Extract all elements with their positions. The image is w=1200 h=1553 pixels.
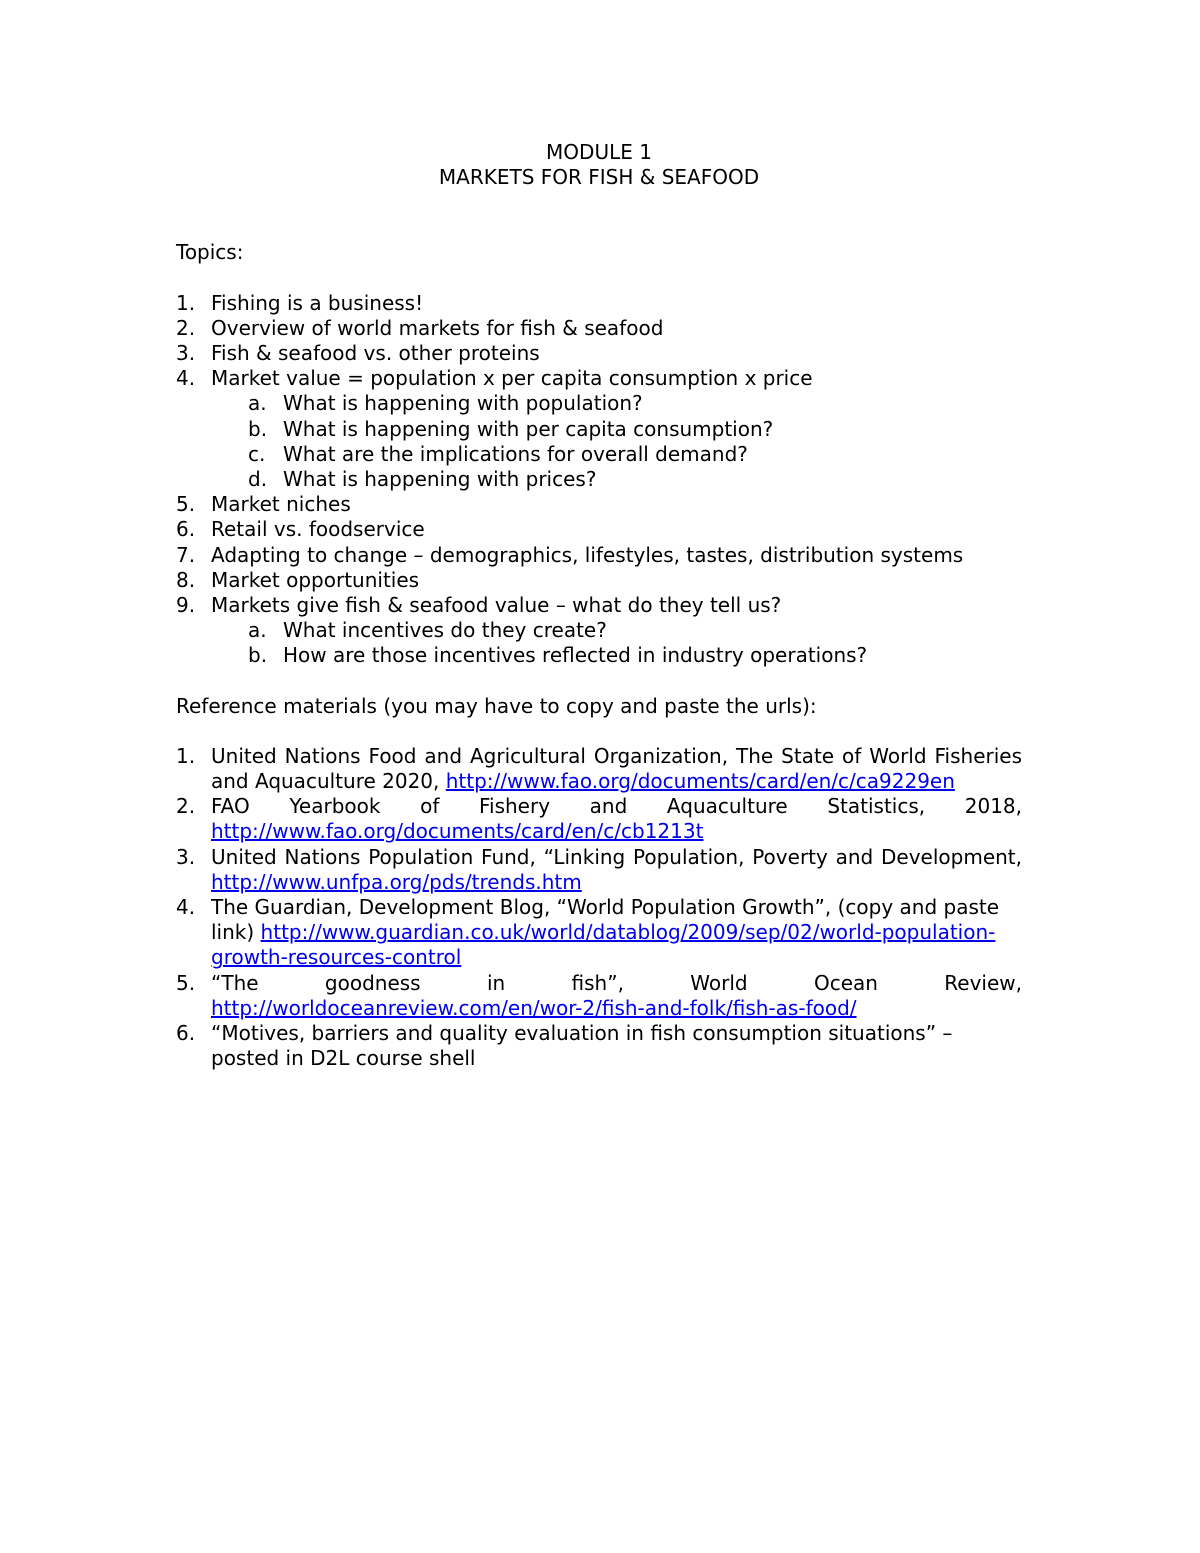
subtopic-text: What is happening with prices? xyxy=(283,467,597,492)
topic-text: Fishing is a business! xyxy=(211,290,424,315)
list-item xyxy=(176,543,1022,568)
reference-text: The Guardian, Development Blog, “World Population Growth”, (copy and paste link) xyxy=(211,895,1000,945)
sub-list-item xyxy=(211,467,1022,492)
topic-text: Market value = population x per capita consumption x price xyxy=(211,366,813,391)
subtopic-text: What incentives do they create? xyxy=(283,618,607,643)
references-list xyxy=(176,744,1022,1072)
references-label: Reference materials (you may have to copy and paste the urls): xyxy=(176,693,817,718)
subtopic-text: What is happening with population? xyxy=(283,391,643,416)
reference-item xyxy=(176,744,1022,794)
topic-text: Market niches xyxy=(211,492,351,517)
subtopic-text: What are the implications for overall demand? xyxy=(283,441,748,466)
list-item xyxy=(176,568,1022,593)
sub-list-letter: a. xyxy=(248,391,267,416)
reference-text: “Motives, barriers and quality evaluation in fish consumption situations” – posted in D2L course shell xyxy=(211,1021,953,1071)
document-title: MARKETS FOR FISH & SEAFOOD xyxy=(438,165,760,190)
document-page xyxy=(176,140,1022,1097)
list-number: 4. xyxy=(176,895,196,920)
sub-list-item xyxy=(211,417,1022,442)
reference-item xyxy=(176,971,1022,1021)
sub-list-letter: c. xyxy=(248,441,266,466)
reference-item xyxy=(176,895,1022,971)
subtopic-text: How are those incentives reflected in industry operations? xyxy=(283,643,868,668)
topics-label: Topics: xyxy=(176,240,244,265)
topic-text: Fish & seafood vs. other proteins xyxy=(211,341,540,366)
sub-list-item xyxy=(211,643,1022,668)
list-item xyxy=(176,341,1022,366)
list-number: 6. xyxy=(176,517,196,542)
list-item xyxy=(176,517,1022,542)
module-number: MODULE 1 xyxy=(546,140,652,164)
sub-list-item xyxy=(211,442,1022,467)
topic-text: Retail vs. foodservice xyxy=(211,517,425,542)
reference-item xyxy=(176,845,1022,895)
topic-text: Overview of world markets for fish & seafood xyxy=(211,315,664,340)
list-item xyxy=(176,291,1022,316)
sub-list-letter: a. xyxy=(248,618,267,643)
reference-link[interactable]: http://worldoceanreview.com/en/wor-2/fish-and-folk/fish-as-food/ xyxy=(211,995,857,1020)
list-number: 2. xyxy=(176,315,196,340)
list-number: 9. xyxy=(176,593,196,618)
topic-text: Market opportunities xyxy=(211,567,420,592)
reference-link[interactable]: http://www.fao.org/documents/card/en/c/ca9229en xyxy=(445,769,955,794)
topic-text: Adapting to change – demographics, lifestyles, tastes, distribution systems xyxy=(211,542,964,567)
reference-text: United Nations Population Fund, “Linking Population, Poverty and Development, xyxy=(211,844,1022,869)
reference-item xyxy=(176,1021,1022,1071)
sub-list-letter: b. xyxy=(248,643,268,668)
list-number: 2. xyxy=(176,794,196,819)
list-number: 8. xyxy=(176,567,196,592)
list-number: 7. xyxy=(176,542,196,567)
list-number: 1. xyxy=(176,290,196,315)
list-number: 6. xyxy=(176,1021,196,1046)
list-number: 1. xyxy=(176,743,196,768)
topics-list xyxy=(176,291,1022,669)
sub-list-letter: d. xyxy=(248,467,268,492)
list-number: 4. xyxy=(176,366,196,391)
reference-link[interactable]: http://www.fao.org/documents/card/en/c/cb1213t xyxy=(211,819,704,844)
subtopic-text: What is happening with per capita consumption? xyxy=(283,416,774,441)
sub-list-item xyxy=(211,618,1022,643)
topic-text: Markets give fish & seafood value – what do they tell us? xyxy=(211,593,782,618)
document-header xyxy=(176,140,1022,190)
list-item xyxy=(176,316,1022,341)
list-item xyxy=(176,366,1022,492)
list-number: 5. xyxy=(176,492,196,517)
subtopics-list xyxy=(211,618,1022,668)
list-number: 5. xyxy=(176,970,196,995)
reference-item xyxy=(176,794,1022,844)
list-item xyxy=(176,492,1022,517)
reference-text: United Nations Food and Agricultural Organization, The State of World Fisheries and Aquaculture 2020, xyxy=(211,743,1022,794)
subtopics-list xyxy=(211,391,1022,492)
reference-link[interactable]: http://www.guardian.co.uk/world/datablog/2009/sep/02/world-population-growth-resources-control xyxy=(211,920,996,970)
list-number: 3. xyxy=(176,341,196,366)
list-item xyxy=(176,593,1022,669)
reference-link[interactable]: http://www.unfpa.org/pds/trends.htm xyxy=(211,869,582,894)
reference-text: FAO Yearbook of Fishery and Aquaculture Statistics, 2018, xyxy=(211,794,1022,819)
reference-text: “The goodness in fish”, World Ocean Review, xyxy=(211,970,1022,995)
sub-list-letter: b. xyxy=(248,416,268,441)
sub-list-item xyxy=(211,391,1022,416)
list-number: 3. xyxy=(176,844,196,869)
